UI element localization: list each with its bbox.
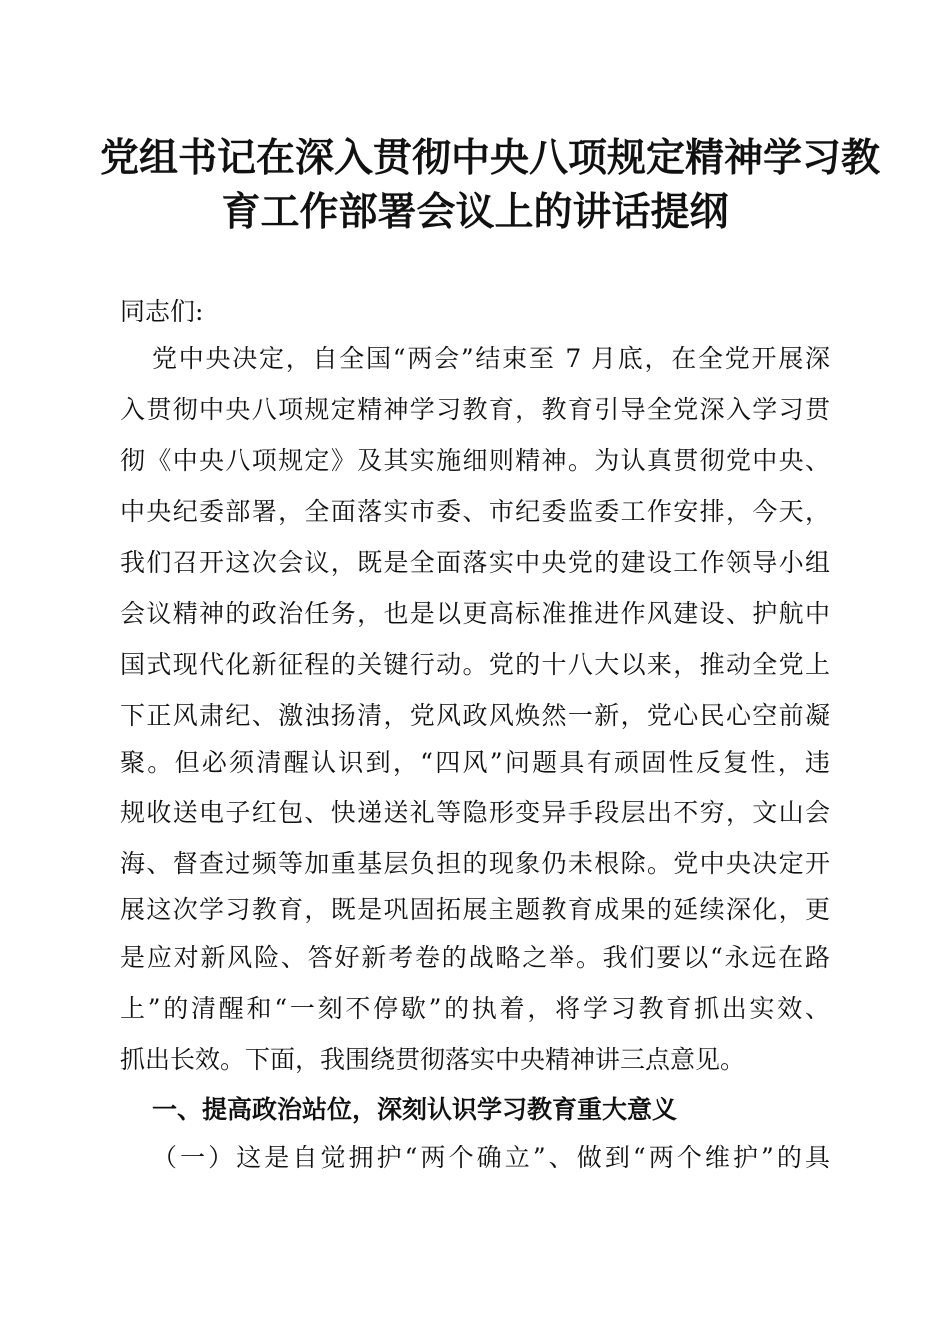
section-heading: 一、提高政治站位，深刻认识学习教育重大意义 bbox=[152, 1095, 678, 1124]
body-line: 海、督查过频等加重基层负担的现象仍未根除。党中央决定开 bbox=[120, 849, 830, 878]
body-line: 我们召开这次会议，既是全面落实中央党的建设工作领导小组 bbox=[120, 548, 830, 577]
subsection-line: （一）这是自觉拥护“两个确立”、做到“两个维护”的具 bbox=[152, 1143, 830, 1172]
document-title-line-2: 育工作部署会议上的讲话提纲 bbox=[221, 189, 729, 235]
body-line: 是应对新风险、答好新考卷的战略之举。我们要以“永远在路 bbox=[120, 943, 830, 972]
body-line: 党中央决定，自全国“两会”结束至 7 月底，在全党开展深 bbox=[152, 344, 830, 373]
document-title-line-1: 党组书记在深入贯彻中央八项规定精神学习教 bbox=[100, 135, 881, 181]
body-line: 会议精神的政治任务，也是以更高标准推进作风建设、护航中 bbox=[120, 599, 830, 628]
body-line: 抓出长效。下面，我围绕贯彻落实中央精神讲三点意见。 bbox=[120, 1045, 746, 1074]
body-line: 下正风肃纪、激浊扬清，党风政风焕然一新，党心民心空前凝 bbox=[120, 701, 830, 730]
body-line: 中央纪委部署，全面落实市委、市纪委监委工作安排，今天， bbox=[120, 497, 830, 526]
body-line: 聚。但必须清醒认识到，“四风”问题具有顽固性反复性，违 bbox=[120, 748, 830, 777]
body-line: 展这次学习教育，既是巩固拓展主题教育成果的延续深化，更 bbox=[120, 895, 830, 924]
body-line: 上”的清醒和“一刻不停歇”的执着，将学习教育抓出实效、 bbox=[120, 994, 830, 1023]
salutation: 同志们: bbox=[120, 297, 204, 326]
body-line: 入贯彻中央八项规定精神学习教育，教育引导全党深入学习贯 bbox=[120, 395, 830, 424]
body-line: 彻《中央八项规定》及其实施细则精神。为认真贯彻党中央、 bbox=[120, 446, 830, 475]
body-line: 国式现代化新征程的关键行动。党的十八大以来，推动全党上 bbox=[120, 650, 830, 679]
body-line: 规收送电子红包、快递送礼等隐形变异手段层出不穷，文山会 bbox=[120, 798, 830, 827]
